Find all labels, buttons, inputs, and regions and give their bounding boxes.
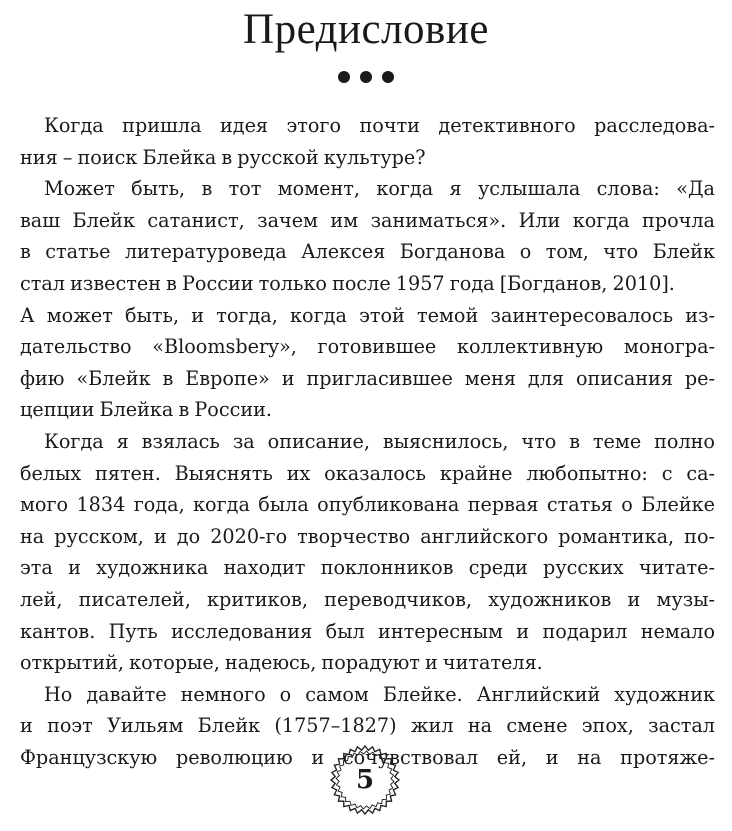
body-text [20, 110, 715, 773]
text-line: ваш Блейк сатанист, зачем им заниматься». Или когда прочла [20, 208, 715, 232]
text-line: белых пятен. Выяснять их оказалось крайне любопытно: с са- [20, 461, 715, 485]
page-number-badge [325, 740, 405, 820]
three-dots-ornament-icon [0, 66, 732, 88]
text-line: Но давайте немного о самом Блейке. Английский художник [44, 682, 715, 706]
text-line: открытий, которые, надеюсь, порадуют и читателя. [20, 651, 543, 675]
text-line: Когда пришла идея этого почти детективного расследова- [44, 114, 715, 137]
text-line: эта и художника находит поклонников среди русских читате- [20, 556, 715, 580]
text-line: лей, писателей, критиков, переводчиков, художников и музы- [20, 587, 715, 611]
text-line: кантов. Путь исследования был интересным и подарил немало [20, 619, 715, 643]
text-line: и поэт Уильям Блейк (1757–1827) жил на смене эпох, застал [20, 714, 715, 738]
text-line: Французскую революцию и сочувствовал ей, и на протяже- [20, 745, 715, 769]
text-line: А может быть, и тогда, когда этой темой заинтересовалось из- [20, 303, 715, 327]
paragraph [20, 426, 715, 679]
paragraph [20, 173, 715, 299]
paragraph [20, 110, 715, 173]
text-line: Может быть, в тот момент, когда я услышала слова: «Да [44, 177, 715, 201]
text-line: в статье литературоведа Алексея Богданова о том, что Блейк [20, 240, 715, 264]
text-line: цепции Блейка в России. [20, 398, 272, 422]
text-line: дательство «Bloomsbery», готовившее коллективную моногра- [20, 335, 715, 359]
text-line: на русском, и до 2020-го творчество английского романтика, по- [20, 524, 715, 548]
text-line: ния – поиск Блейка в русской культуре? [20, 145, 426, 169]
chapter-title: Предисловие [243, 6, 489, 53]
text-line: стал известен в России только после 1957 года [Богданов, 2010]. [20, 271, 675, 295]
text-line: мого 1834 года, когда была опубликована первая статья о Блейке [20, 493, 715, 517]
paragraph [20, 300, 715, 426]
page-number: 5 [355, 765, 375, 795]
text-line: фию «Блейк в Европе» и пригласившее меня для описания ре- [20, 366, 715, 390]
text-line: Когда я взялась за описание, выяснилось, что в теме полно [44, 429, 715, 453]
